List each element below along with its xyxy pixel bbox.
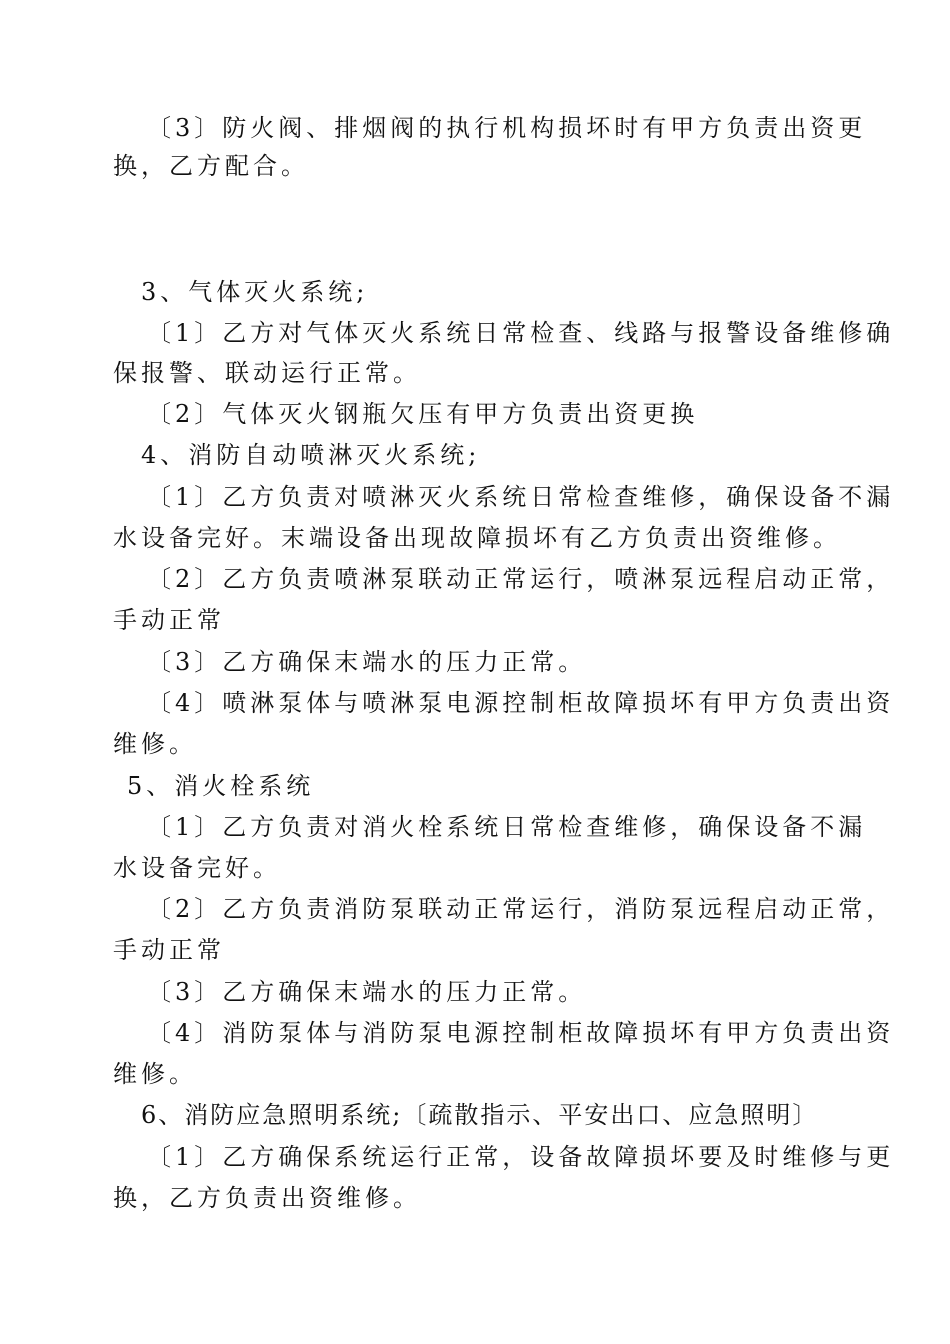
paragraph-line: 〔3〕防火阀、排烟阀的执行机构损坏时有甲方负责出资更 bbox=[147, 114, 867, 142]
paragraph-line: 〔2〕乙方负责喷淋泵联动正常运行，喷淋泵远程启动正常， bbox=[147, 565, 895, 593]
paragraph-line: 〔3〕乙方确保末端水的压力正常。 bbox=[147, 648, 587, 676]
paragraph-line: 〔1〕乙方负责对喷淋灭火系统日常检查维修，确保设备不漏 bbox=[147, 483, 895, 511]
paragraph-line: 手动正常 bbox=[113, 606, 225, 634]
paragraph-line: 〔1〕乙方对气体灭火系统日常检查、线路与报警设备维修确 bbox=[147, 319, 895, 347]
paragraph-line: 〔4〕消防泵体与消防泵电源控制柜故障损坏有甲方负责出资 bbox=[147, 1019, 895, 1047]
paragraph-line: 〔1〕乙方负责对消火栓系统日常检查维修，确保设备不漏 bbox=[147, 813, 867, 841]
paragraph-line: 〔1〕乙方确保系统运行正常，设备故障损坏要及时维修与更 bbox=[147, 1143, 895, 1171]
paragraph-line: 〔4〕喷淋泵体与喷淋泵电源控制柜故障损坏有甲方负责出资 bbox=[147, 689, 895, 717]
paragraph-line: 手动正常 bbox=[113, 936, 225, 964]
paragraph-line: 〔2〕气体灭火钢瓶欠压有甲方负责出资更换 bbox=[147, 400, 699, 428]
paragraph-line: 保报警、联动运行正常。 bbox=[113, 359, 421, 387]
paragraph-line: 水设备完好。 bbox=[113, 854, 281, 882]
paragraph-line: 维修。 bbox=[113, 1060, 197, 1088]
paragraph-line: 换，乙方负责出资维修。 bbox=[113, 1184, 421, 1212]
paragraph-line: 〔2〕乙方负责消防泵联动正常运行，消防泵远程启动正常， bbox=[147, 895, 895, 923]
section-heading: 5、消火栓系统 bbox=[127, 772, 315, 800]
section-heading: 3、气体灭火系统; bbox=[141, 278, 369, 306]
paragraph-line: 维修。 bbox=[113, 730, 197, 758]
paragraph-line: 水设备完好。末端设备出现故障损坏有乙方负责出资维修。 bbox=[113, 524, 841, 552]
section-heading: 4、消防自动喷淋灭火系统; bbox=[141, 441, 481, 469]
paragraph-line: 换，乙方配合。 bbox=[113, 152, 309, 180]
paragraph-line: 〔3〕乙方确保末端水的压力正常。 bbox=[147, 978, 587, 1006]
section-heading: 6、消防应急照明系统;〔疏散指示、平安出口、应急照明〕 bbox=[141, 1101, 819, 1129]
